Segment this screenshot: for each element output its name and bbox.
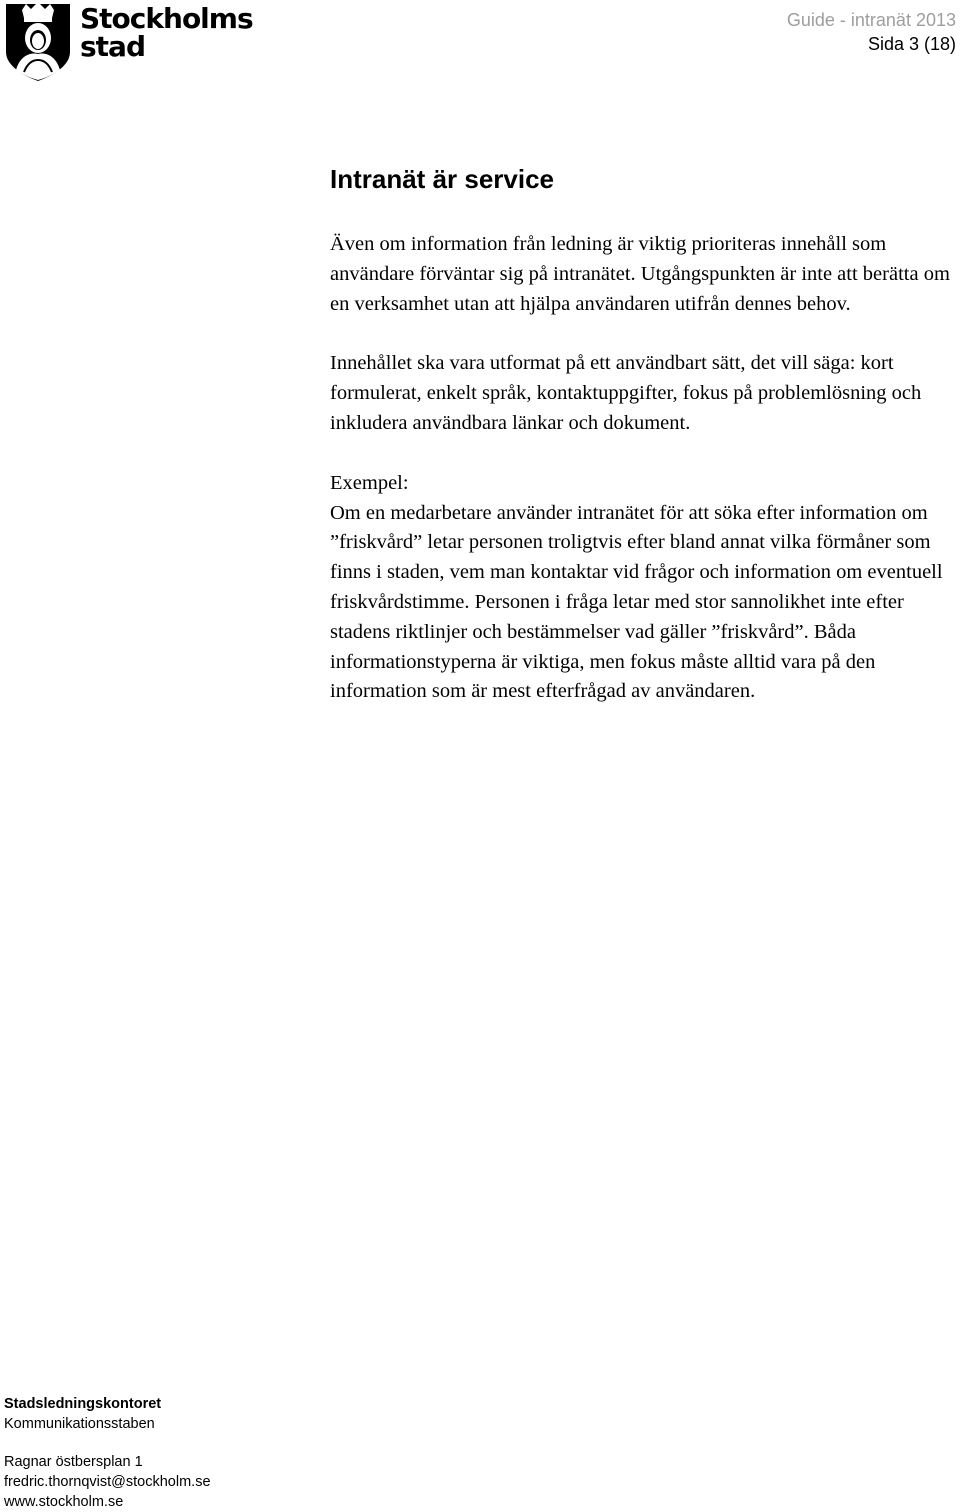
section-heading: Intranät är service [330, 164, 555, 194]
page-header [787, 8, 956, 56]
logo-text-line1: Stockholms [80, 2, 253, 35]
footer-address: Ragnar östbersplan 1 [4, 1454, 143, 1470]
footer-website: www.stockholm.se [4, 1494, 124, 1510]
footer-email: fredric.thornqvist@stockholm.se [4, 1474, 211, 1490]
page-number: Sida 3 (18) [867, 34, 956, 54]
paragraph-intro: Även om information från ledning är viktig prioriteras innehåll som användare förväntar sig på intranätet. Utgångspunkten är inte att berätta om en verksamhet utan att hjälpa användaren utifrån dennes behov. [330, 233, 950, 315]
footer-org: Stadsledningskontoret [4, 1396, 162, 1412]
stockholms-stad-logo [4, 0, 253, 82]
footer-department: Kommunikationsstaben [4, 1416, 155, 1432]
logo-text-line2: stad [80, 30, 145, 63]
main-content [330, 162, 956, 707]
coat-of-arms-icon [4, 0, 72, 82]
page-footer [4, 1394, 211, 1512]
document-title: Guide - intranät 2013 [786, 10, 956, 30]
example-text: Om en medarbetare använder intranätet för att söka efter information om ”friskvård” letar personen troligtvis efter bland annat vilka förmåner som finns i staden, vem man kontaktar vid frågor och information om eventuell friskvårdstimme. Personen i fråga letar med stor sannolikhet inte efter stadens riktlinjer och bestämmelser vad gäller ”friskvård”. Båda informationstyperna är viktiga, men fokus måste alltid vara på den information som är mest efterfrågad av användaren. [330, 501, 943, 703]
example-block [330, 469, 956, 707]
example-label: Exempel: [330, 471, 409, 494]
paragraph-content: Innehållet ska vara utformat på ett användbart sätt, det vill säga: kort formulerat, enkelt språk, kontaktuppgifter, fokus på problemlösning och inkludera användbara länkar och dokument. [330, 352, 922, 434]
